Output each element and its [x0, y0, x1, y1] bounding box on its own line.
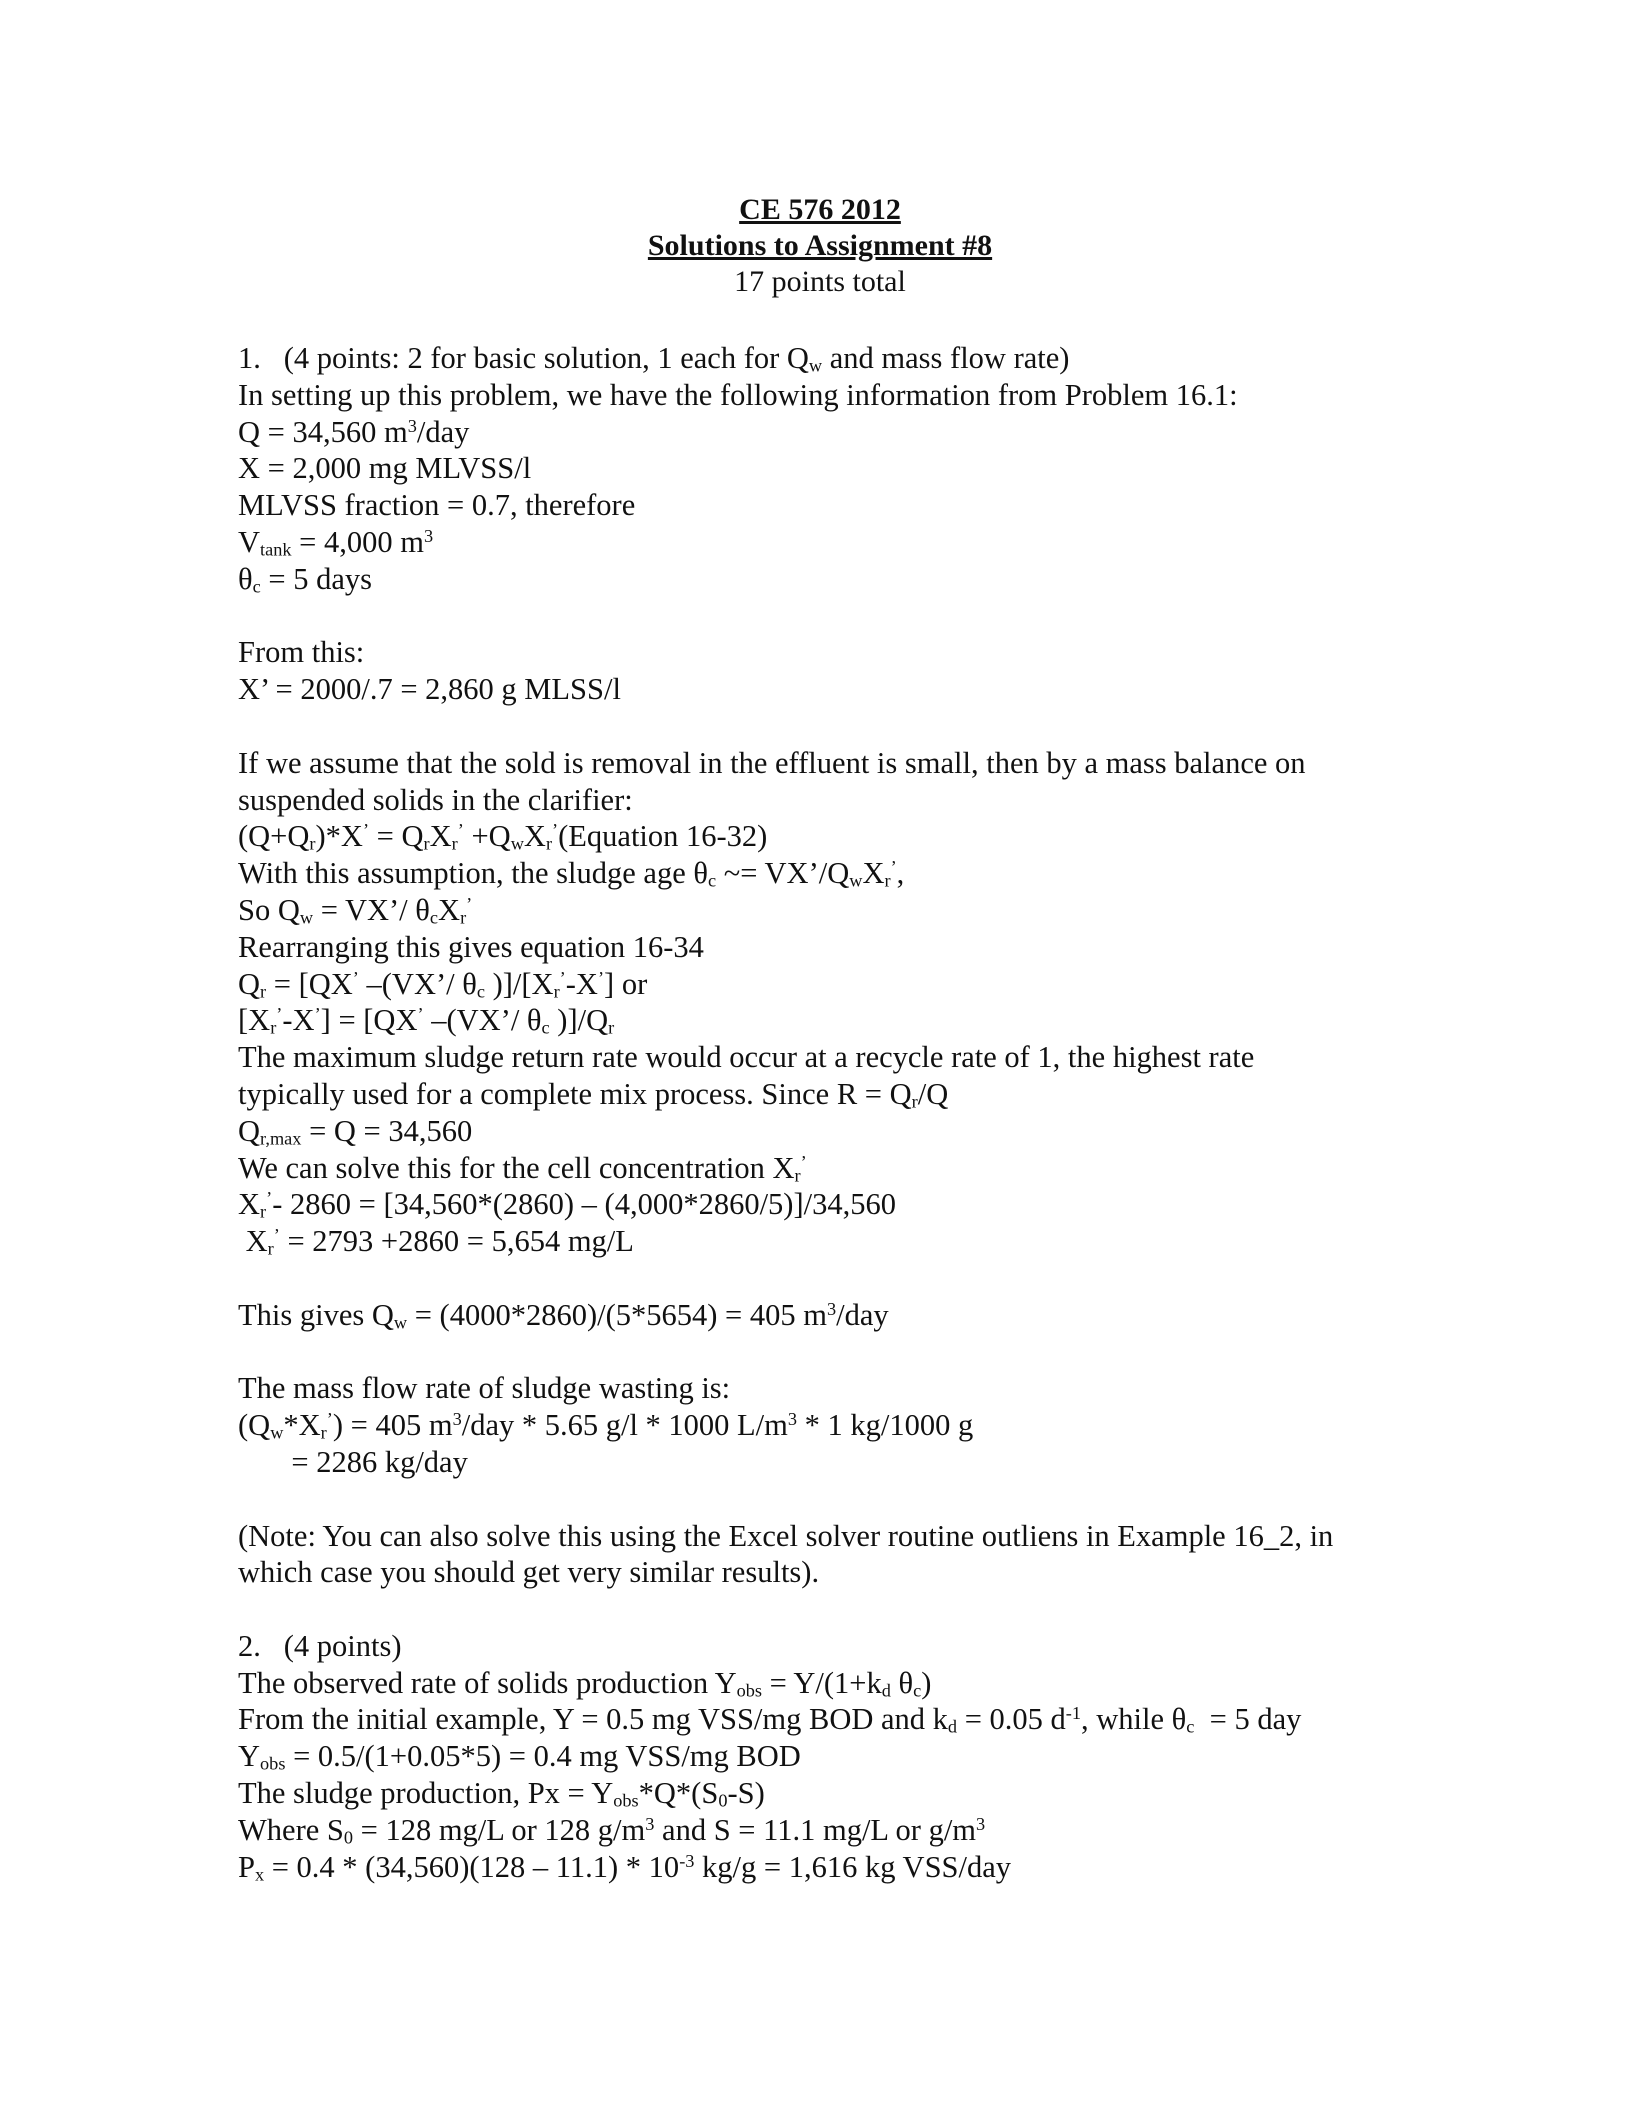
text-line: The sludge production, $Px = Y_{obs}*Q*(S_0-S)$	[238, 1776, 765, 1811]
text-line: suspended solids in the clarifier:	[238, 782, 633, 817]
text-line: Q = 34,560 $m^3$/day	[238, 414, 470, 449]
text-line: MLVSS fraction = 0.7, therefore	[238, 488, 636, 523]
text-line: $Y_{obs} = 0.5/(1+0.05*5) = 0.4$ mg VSS/mg BOD	[238, 1739, 801, 1774]
text-line: From the initial example, Y = 0.5 mg VSS/mg BOD and $k_d = 0.05$ $d^{-1}$, while $\theta_c = 5$ day	[238, 1702, 1302, 1738]
text-line: 2. (4 points)	[238, 1628, 402, 1663]
text-line: Where $S_0 = 128$ mg/L or 128 $g/m^3$ and S = 11.1 mg/L or $g/m^3$	[238, 1812, 986, 1848]
text-line: So $Q_w$ = VX’/ $\theta_cX_r^’$	[238, 892, 473, 928]
text-line: If we assume that the sold is removal in the effluent is small, then by a mass balance on	[238, 745, 1306, 780]
text-line: We can solve this for the cell concentration $X_r^’$	[238, 1150, 807, 1186]
text-line: $(Q_w*X_r^’) = 405$ $m^3$/day * 5.65 g/l * 1000 $L/m^3 * 1$ kg/1000 g	[238, 1408, 974, 1443]
text-line: $(Q+Q_r)*X^’ = Q_rX_r^’$ $+Q_wX_r^’(Equation$ 16-32)	[238, 819, 768, 855]
text-line: The mass flow rate of sludge wasting is:	[238, 1371, 731, 1406]
document-body	[238, 340, 1418, 1885]
text-line: With this assumption, the sludge age $\theta_c$ ~= $VX’/Q_wX_r^’$,	[238, 856, 905, 891]
points-total: 17 points total	[734, 265, 906, 298]
text-line: Rearranging this gives equation 16-34	[238, 929, 704, 964]
blank-line	[238, 598, 1418, 635]
document-header	[0, 192, 1640, 300]
blank-line	[238, 1481, 1418, 1518]
text-line: $P_x = 0.4 * (34,560)(128 - 11.1) * 10^{-3}$ kg/g = 1,616 kg VSS/day	[238, 1849, 1012, 1885]
blank-line	[238, 708, 1418, 745]
text-line: 1. (4 points: 2 for basic solution, 1 each for $Q_w$ and mass flow rate)	[238, 341, 1070, 376]
text-line: $Q_{r,max} = Q = 34,560$	[238, 1113, 473, 1149]
text-line: = 2286 kg/day	[238, 1444, 468, 1479]
text-line: From this:	[238, 635, 365, 670]
text-line: X = 2,000 mg MLVSS/l	[238, 451, 532, 486]
text-line: $X_r^’-$ 2860 = [34,560*(2860) – (4,000*2860/5)]/34,560	[238, 1187, 896, 1222]
text-line: $V_{tank} = 4,000$ $m^3$	[238, 524, 434, 560]
text-line: This gives $Q_w = (4000*2860)/(5*5654) = 405$ $m^3$/day	[238, 1297, 889, 1333]
text-line: $\theta_c = 5$ days	[238, 561, 372, 597]
text-line: $[X_r^’-X^’] = [QX^’$ –(VX’/ $\theta_c$ )]$/Q_r$	[238, 1003, 615, 1038]
blank-line	[238, 1334, 1418, 1371]
blank-line	[238, 1591, 1418, 1628]
text-line: $Q_r = [QX^’$ –(VX’/ $\theta_c$ )]$/[X_r^’-X^’]$ or	[238, 966, 648, 1002]
blank-line	[238, 1260, 1418, 1297]
text-line: $X_r^’ = 2793 +2860 = 5,654$ mg/L	[238, 1224, 634, 1259]
text-line: which case you should get very similar results).	[238, 1555, 820, 1590]
assignment-title: Solutions to Assignment #8	[647, 229, 993, 262]
text-line: In setting up this problem, we have the following information from Problem 16.1:	[238, 377, 1238, 412]
text-line: (Note: You can also solve this using the Excel solver routine outliens in Example 16_2, in	[238, 1518, 1334, 1553]
text-line: typically used for a complete mix process. Since $R = Q_r/Q$	[238, 1076, 949, 1112]
text-line: The observed rate of solids production $Y_{obs} = Y/(1+k_d$ $\theta_c$)	[238, 1665, 932, 1701]
text-line: The maximum sludge return rate would occur at a recycle rate of 1, the highest rate	[238, 1040, 1255, 1075]
course-title: CE 576 2012	[739, 193, 901, 226]
text-line: X’ = 2000/.7 = 2,860 g MLSS/l	[238, 672, 621, 707]
